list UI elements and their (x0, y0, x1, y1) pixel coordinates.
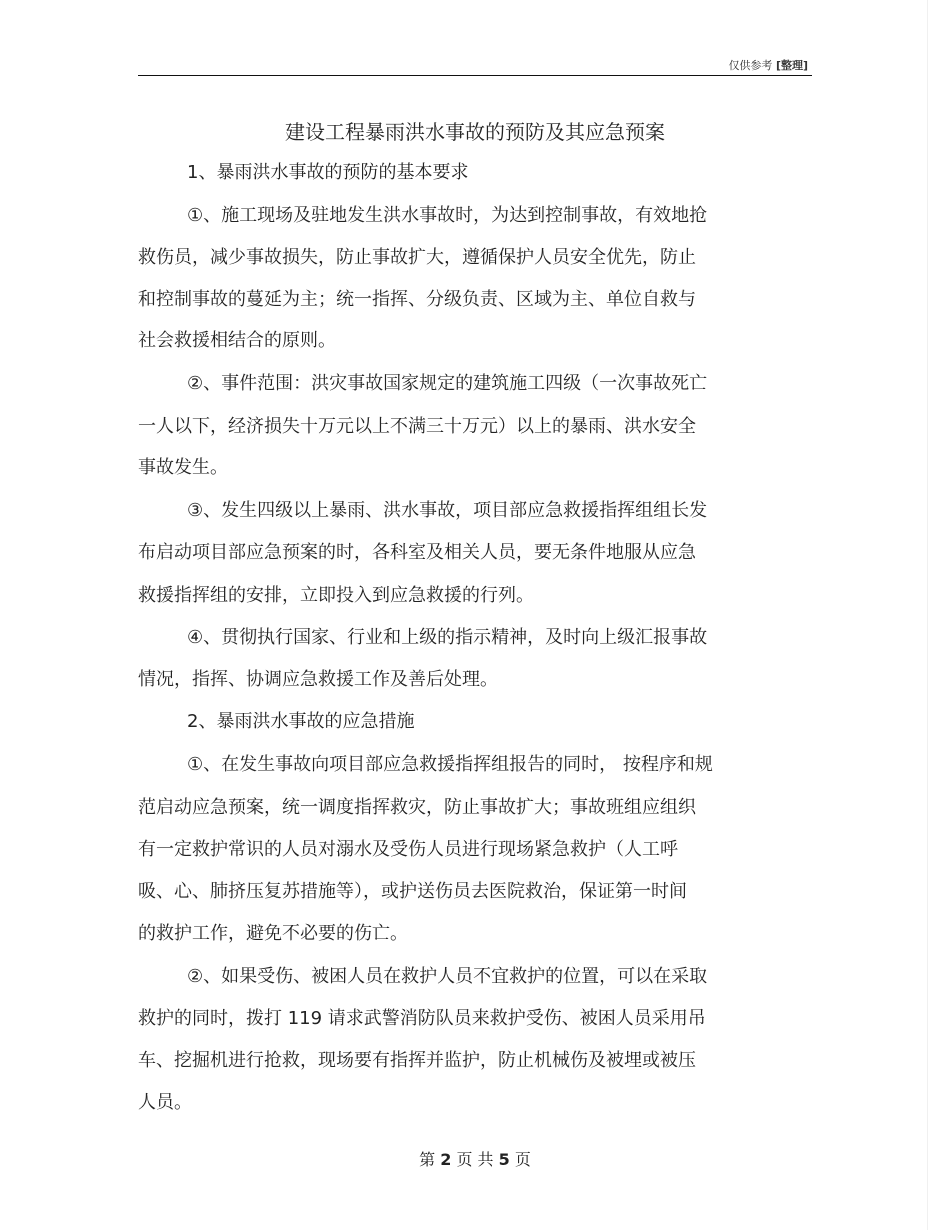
paragraph-line: 和控制事故的蔓延为主；统一指挥、分级负责、区域为主、单位自救与 (138, 289, 696, 310)
paragraph-line: 吸、心、肺挤压复苏措施等），或护送伤员去医院救治，保证第一时间 (138, 881, 687, 902)
page-edge (927, 0, 928, 1230)
footer-suffix: 页 (514, 1150, 531, 1169)
section-heading-1: 1、暴雨洪水事故的预防的基本要求 (187, 162, 469, 183)
footer-prefix: 第 (419, 1150, 436, 1169)
footer-total-pages: 5 (498, 1150, 510, 1169)
paragraph-line: 有一定救护常识的人员对溺水及受伤人员进行现场紧急救护（人工呼 (138, 839, 678, 860)
paragraph-line: ②、事件范围：洪灾事故国家规定的建筑施工四级（一次事故死亡 (187, 373, 708, 394)
paragraph-line: 一人以下，经济损失十万元以上不满三十万元）以上的暴雨、洪水安全 (138, 416, 696, 437)
paragraph-line: 人员。 (138, 1092, 192, 1113)
footer-middle: 页 共 (456, 1150, 494, 1169)
paragraph-line: ②、如果受伤、被困人员在救护人员不宜救护的位置，可以在采取 (187, 966, 708, 987)
paragraph-line: 救伤员，减少事故损失，防止事故扩大，遵循保护人员安全优先，防止 (138, 247, 696, 268)
header-note-text: 仅供参考 (728, 59, 773, 72)
paragraph-line: 的救护工作，避免不必要的伤亡。 (138, 923, 408, 944)
paragraph-line: 情况，指挥、协调应急救援工作及善后处理。 (138, 669, 498, 690)
paragraph-line: ④、贯彻执行国家、行业和上级的指示精神，及时向上级汇报事故 (187, 627, 708, 648)
paragraph-line: 布启动项目部应急预案的时，各科室及相关人员，要无条件地服从应急 (138, 542, 696, 563)
paragraph-line: 事故发生。 (138, 457, 228, 478)
paragraph-line: ③、发生四级以上暴雨、洪水事故，项目部应急救援指挥组组长发 (187, 500, 708, 521)
header-note-bracket: [整理] (775, 59, 808, 72)
paragraph-line: 社会救援相结合的原则。 (138, 330, 336, 351)
page-footer (0, 1147, 950, 1170)
paragraph-line: 救援指挥组的安排，立即投入到应急救援的行列。 (138, 585, 534, 606)
paragraph-line: 范启动应急预案，统一调度指挥救灾，防止事故扩大；事故班组应组织 (138, 797, 696, 818)
paragraph-line: ①、施工现场及驻地发生洪水事故时，为达到控制事故，有效地抢 (187, 205, 708, 226)
footer-page-number: 2 (440, 1150, 452, 1169)
paragraph-line: 车、挖掘机进行抢救，现场要有指挥并监护，防止机械伤及被埋或被压 (138, 1050, 696, 1071)
header-note (728, 57, 808, 73)
paragraph-line: ①、在发生事故向项目部应急救援指挥组报告的同时， 按程序和规 (187, 754, 713, 775)
header-rule (138, 75, 812, 76)
document-title: 建设工程暴雨洪水事故的预防及其应急预案 (285, 120, 665, 144)
paragraph-line: 救护的同时，拨打 119 请求武警消防队员来救护受伤、被困人员采用吊 (138, 1008, 706, 1029)
section-heading-2: 2、暴雨洪水事故的应急措施 (187, 711, 415, 732)
